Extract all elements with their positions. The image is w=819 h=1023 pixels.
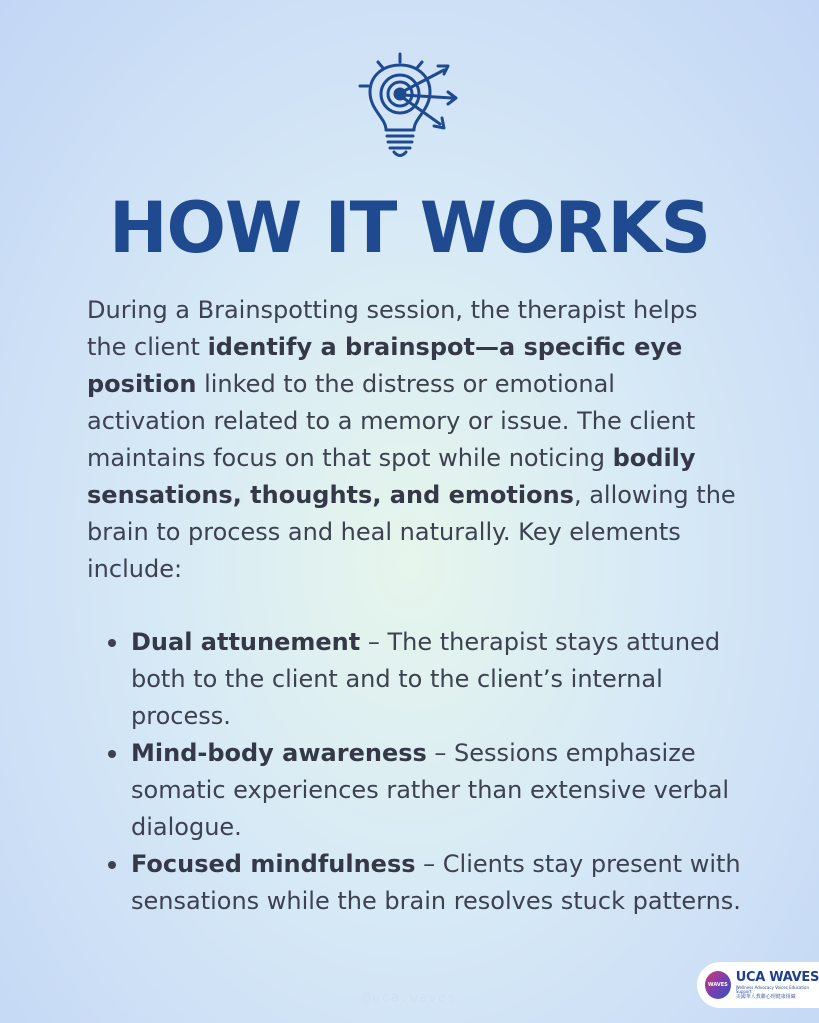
intro-text: linked to the distress or emotional activation related to a memory or issue. The client maintains focus on that spot while noticing bbox=[87, 370, 696, 472]
list-item bbox=[105, 846, 745, 920]
list-item bbox=[105, 624, 745, 735]
element-term: Focused mindfulness bbox=[131, 850, 416, 878]
bullet-icon bbox=[108, 750, 116, 758]
bullet-icon bbox=[108, 861, 116, 869]
intro-text: , allowing the brain to process and heal naturally. Key elements include: bbox=[87, 481, 736, 583]
intro-paragraph bbox=[87, 292, 737, 588]
intro-text: During a Brainspotting session, the therapist helps the client bbox=[87, 296, 698, 361]
element-description: – Sessions emphasize somatic experiences rather than extensive verbal dialogue. bbox=[131, 739, 730, 841]
element-description: – Clients stay present with sensations while the brain resolves stuck patterns. bbox=[131, 850, 741, 915]
uca-waves-logo bbox=[697, 962, 819, 1008]
bullet-icon bbox=[108, 639, 116, 647]
page-title: HOW IT WORKS bbox=[108, 187, 711, 269]
lightbulb-target-icon bbox=[356, 52, 460, 164]
intro-highlight: bodily sensations, thoughts, and emotions bbox=[87, 444, 696, 509]
key-elements-list bbox=[105, 624, 745, 920]
element-term: Dual attunement bbox=[131, 628, 361, 656]
element-description: – The therapist stays attuned both to the client and to the client’s internal process. bbox=[131, 628, 721, 730]
social-handle: @uca.waves bbox=[362, 990, 457, 1006]
logo-badge: WAVES bbox=[705, 971, 731, 999]
logo-subtitle-cn: 美國華人教聯心理健康組織 bbox=[735, 993, 796, 1000]
logo-title: UCA WAVES bbox=[735, 969, 819, 985]
logo-text bbox=[736, 971, 819, 1000]
logo-subtitle: Wellness Advocacy Voices Education Support bbox=[735, 984, 810, 994]
element-term: Mind-body awareness bbox=[131, 739, 427, 767]
intro-highlight: identify a brainspot—a specific eye position bbox=[87, 333, 683, 398]
list-item bbox=[105, 735, 745, 846]
